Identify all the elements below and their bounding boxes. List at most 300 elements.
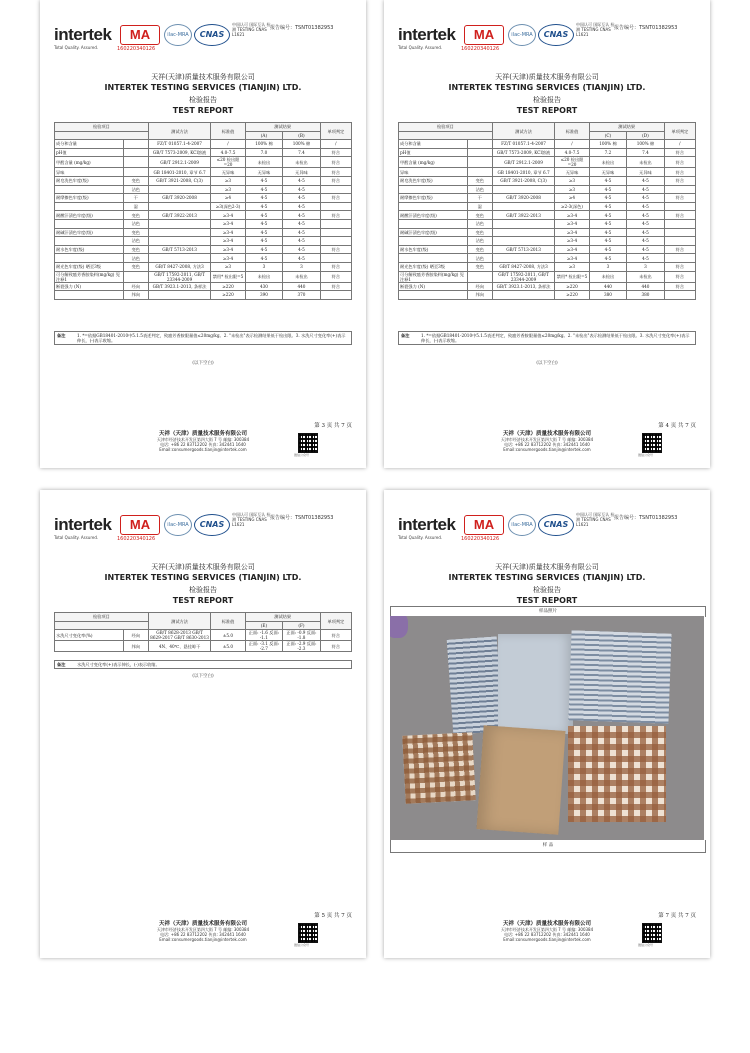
table-row — [399, 148, 696, 157]
table-cell: 沾色 — [467, 237, 492, 246]
table-cell: ≥220 — [555, 291, 589, 300]
table-cell: 4-5 — [283, 194, 321, 203]
company-cn: 天祥(天津)质量技术服务有限公司 — [495, 563, 599, 571]
table-cell — [492, 228, 555, 237]
table-cell: pH值 — [399, 148, 468, 157]
table-cell: 符合 — [664, 211, 695, 220]
table-cell: 符合 — [320, 641, 351, 652]
table-cell: 440 — [627, 282, 665, 291]
table-row — [55, 641, 352, 652]
table-cell: ≥3-4 — [555, 237, 589, 246]
table-cell: 4-5 — [589, 185, 627, 194]
table-row — [399, 291, 696, 300]
table-cell — [320, 202, 351, 211]
report-number: 报告编号：TSNT01382953 — [270, 25, 334, 31]
ma-number: 160220340126 — [117, 46, 156, 52]
table-cell: 经向 — [123, 282, 148, 291]
footer-phone: 电话: +86 22 83712202 传真: 342441 1640 — [504, 442, 590, 447]
table-cell: 4-5 — [245, 254, 283, 263]
ma-mark: MA — [120, 515, 160, 535]
table-cell: 符合 — [664, 148, 695, 157]
qr-caption: 微信公众号 — [638, 943, 654, 947]
cnas-logo: CNAS — [194, 514, 230, 536]
table-cell — [55, 254, 124, 263]
table-cell: 4-5 — [283, 228, 321, 237]
table-cell — [492, 291, 555, 300]
table-cell: ≥3 — [211, 185, 245, 194]
report-page-4 — [384, 0, 710, 468]
table-cell: 未检出 — [589, 157, 627, 168]
table-cell: 4-5 — [589, 228, 627, 237]
table-cell: 4-5 — [589, 194, 627, 203]
cnas-logo: CNAS — [194, 24, 230, 46]
company-en: INTERTEK TESTING SERVICES (TIANJIN) LTD. — [448, 573, 646, 582]
table-cell: 甲醛含量 (mg/kg) — [55, 157, 124, 168]
notes-box — [398, 331, 696, 345]
table-cell: 4-5 — [283, 211, 321, 220]
table-row — [55, 211, 352, 220]
table-cell: 4.0-7.5 — [555, 148, 589, 157]
table-cell: 380 — [627, 291, 665, 300]
table-cell — [664, 202, 695, 211]
ma-mark: MA — [464, 25, 504, 45]
table-cell — [123, 271, 148, 282]
table-cell: 耐碱汗渍色牢度(级) — [399, 228, 468, 237]
table-cell: 沾色 — [123, 219, 148, 228]
results-table — [54, 122, 352, 300]
report-number: 报告编号：TSNT01382953 — [614, 515, 678, 521]
plain-blue-fabric — [498, 634, 573, 734]
table-cell: 正面: -2.9 反面: -2.3 — [283, 641, 321, 652]
results-table — [54, 612, 352, 652]
table-cell: ≥3 — [555, 176, 589, 185]
table-cell: GB/T 17592-2011, GB/T 23344-2009 — [492, 271, 555, 282]
table-cell: 断裂强力 (N) — [399, 282, 468, 291]
table-cell — [148, 219, 211, 228]
table-cell: 4-5 — [283, 176, 321, 185]
page-number: 第 3 页 共 7 页 — [314, 423, 352, 429]
table-cell: 耐碱汗渍色牢度(级) — [55, 228, 124, 237]
table-cell: ≥3 — [211, 176, 245, 185]
table-cell — [664, 291, 695, 300]
col-judge: 单项判定 — [664, 123, 695, 140]
ma-number: 160220340126 — [461, 46, 500, 52]
table-cell: 4-5 — [589, 237, 627, 246]
table-cell: ≥3-4 — [211, 237, 245, 246]
intertek-tagline: Total Quality. Assured. — [398, 535, 443, 540]
table-cell: 正面: -0.9 反面: -1.8 — [283, 630, 321, 641]
table-cell: 符合 — [664, 194, 695, 203]
table-row — [399, 157, 696, 168]
table-cell: 100% 棉 — [589, 140, 627, 149]
table-cell: ≥3 — [555, 185, 589, 194]
end-blank: (以下空白) — [192, 361, 214, 366]
table-cell: ≥4 — [555, 194, 589, 203]
table-cell — [148, 291, 211, 300]
cnas-logo: CNAS — [538, 24, 574, 46]
table-row — [55, 282, 352, 291]
ma-number: 160220340126 — [117, 536, 156, 542]
report-title-cn: 检验报告 — [189, 586, 217, 594]
table-row — [399, 211, 696, 220]
table-cell: ≤20 检出限=20 — [555, 157, 589, 168]
table-cell: 纬向 — [123, 291, 148, 300]
table-cell — [664, 185, 695, 194]
table-cell — [148, 254, 211, 263]
table-cell — [399, 254, 468, 263]
table-cell: GB/T 5713-2013 — [148, 245, 211, 254]
table-cell: 变色 — [467, 228, 492, 237]
qr-code-icon — [642, 433, 662, 453]
table-cell: ≥3-4 — [555, 245, 589, 254]
table-row — [399, 219, 696, 228]
table-cell: 异味 — [399, 168, 468, 177]
table-cell: ≥3-4 — [555, 254, 589, 263]
table-cell: 纬向 — [123, 641, 148, 652]
report-title-en: TEST REPORT — [516, 106, 578, 115]
table-cell: 异味 — [55, 168, 124, 177]
page-number: 第 4 页 共 7 页 — [658, 423, 696, 429]
notes-text: 1. *=依据GB18401-2010中5.1.5表述判定，致癌芳香胺限量值≤20mg/kg。2. "未检出"表示检测结果低于检出限。3. 水洗尺寸变化率(+)表示伸长，(-)表示收缩。 — [421, 333, 690, 344]
qr-caption: 微信公众号 — [294, 943, 310, 947]
table-cell: 未检出 — [283, 271, 321, 282]
table-cell: 成分和含量 — [399, 140, 468, 149]
footer-phone: 电话: +86 22 83712202 传真: 342441 1640 — [504, 932, 590, 937]
table-cell: ±5.0 — [211, 641, 245, 652]
report-page-7 — [384, 490, 710, 958]
table-cell — [55, 641, 124, 652]
table-cell: GB/T 17592-2011, GB/T 23344-2009 — [148, 271, 211, 282]
table-cell — [399, 237, 468, 246]
table-row — [399, 202, 696, 211]
table-cell: 纬向 — [467, 291, 492, 300]
table-cell: 3 — [283, 262, 321, 271]
company-cn: 天祥(天津)质量技术服务有限公司 — [151, 563, 255, 571]
table-cell: GB/T 3923.1-2013, 条样法 — [492, 282, 555, 291]
col-method: 测试方法 — [148, 123, 211, 140]
table-cell: 变色 — [123, 176, 148, 185]
table-cell: ≥220 — [211, 291, 245, 300]
qr-code-icon — [298, 433, 318, 453]
table-cell: 4-5 — [283, 237, 321, 246]
table-cell: GB/T 5713-2013 — [492, 245, 555, 254]
table-cell — [320, 291, 351, 300]
table-cell: 无异味 — [555, 168, 589, 177]
table-cell — [467, 271, 492, 282]
table-cell: 禁用* 检出限=5 — [211, 271, 245, 282]
col-result: 测试结果 — [589, 123, 664, 132]
table-cell: 沾色 — [123, 185, 148, 194]
table-row — [55, 245, 352, 254]
company-cn: 天祥(天津)质量技术服务有限公司 — [151, 73, 255, 81]
table-cell: 符合 — [320, 194, 351, 203]
table-cell: 符合 — [320, 148, 351, 157]
report-title-en: TEST REPORT — [516, 596, 578, 605]
table-cell: 4-5 — [627, 176, 665, 185]
sample-label: (A) — [245, 131, 283, 140]
table-cell — [320, 228, 351, 237]
sample-label: (E) — [245, 621, 283, 630]
table-cell: ≥220 — [211, 282, 245, 291]
table-cell — [148, 237, 211, 246]
table-row — [55, 168, 352, 177]
table-cell: 耐水色牢度(级) — [399, 245, 468, 254]
footer-email: Email:consumergoods.tianjin@intertek.com — [503, 937, 591, 942]
table-cell: ≥2-3(深色) — [555, 202, 589, 211]
end-blank: (以下空白) — [536, 361, 558, 366]
table-cell: 变色 — [123, 262, 148, 271]
table-cell: 耐摩擦色牢度(级) — [55, 194, 124, 203]
photo-caption: 样 品 — [390, 840, 706, 853]
table-cell: ≥3-4 — [555, 219, 589, 228]
report-title-cn: 检验报告 — [533, 96, 561, 104]
striped-fabric-right — [568, 630, 671, 723]
table-cell: 380 — [589, 291, 627, 300]
table-cell: GB/T 8427-2008, 方法3 — [148, 262, 211, 271]
table-cell — [399, 202, 468, 211]
table-cell: / — [555, 140, 589, 149]
sample-label: (B) — [283, 131, 321, 140]
table-cell — [492, 185, 555, 194]
notes-box — [54, 660, 352, 669]
sample-label: (C) — [589, 131, 627, 140]
table-cell: 100% 棉 — [283, 140, 321, 149]
table-cell: 耐摩擦色牢度(级) — [399, 194, 468, 203]
table-cell: ≥220 — [555, 282, 589, 291]
table-cell: 耐皂洗色牢度(级) — [55, 176, 124, 185]
table-cell: 3 — [245, 262, 283, 271]
table-row — [399, 140, 696, 149]
sample-label: (F) — [283, 621, 321, 630]
table-cell: 干 — [123, 194, 148, 203]
table-cell: 无异味 — [211, 168, 245, 177]
col-std: 标准值 — [555, 123, 589, 140]
table-cell — [664, 219, 695, 228]
table-cell: 水洗尺寸变化率(%) — [55, 630, 124, 641]
table-row — [55, 194, 352, 203]
table-cell: ≥3-4 — [211, 228, 245, 237]
cnas-text: 中国认可 国际互认 检测 TESTING CNAS L1621 — [232, 512, 271, 527]
company-en: INTERTEK TESTING SERVICES (TIANJIN) LTD. — [448, 83, 646, 92]
notes-box — [54, 331, 352, 345]
table-cell — [123, 148, 148, 157]
col-result: 测试结果 — [245, 123, 320, 132]
table-cell: 变色 — [467, 176, 492, 185]
table-cell: GB/T 3922-2013 — [492, 211, 555, 220]
footer-phone: 电话: +86 22 83712202 传真: 342441 1640 — [160, 932, 246, 937]
table-cell: 430 — [245, 282, 283, 291]
table-row — [399, 168, 696, 177]
results-table — [398, 122, 696, 300]
table-cell: GB/T 3920-2008 — [148, 194, 211, 203]
table-cell: 4-5 — [627, 185, 665, 194]
table-cell: 4-5 — [283, 254, 321, 263]
table-cell: 符合 — [664, 271, 695, 282]
table-cell — [664, 254, 695, 263]
photo-header: 样品照片 — [390, 606, 706, 617]
table-cell: 未检出 — [283, 157, 321, 168]
cnas-logo: CNAS — [538, 514, 574, 536]
table-cell — [492, 237, 555, 246]
table-cell: 符合 — [664, 282, 695, 291]
table-cell: 符合 — [320, 245, 351, 254]
ilac-mra-logo: ilac-MRA — [508, 514, 536, 536]
table-cell: GB/T 3923.1-2013, 条样法 — [148, 282, 211, 291]
ilac-mra-logo: ilac-MRA — [164, 24, 192, 46]
footer-email: Email:consumergoods.tianjin@intertek.com — [503, 447, 591, 452]
table-cell: 4-5 — [245, 219, 283, 228]
table-cell: 符合 — [664, 262, 695, 271]
table-cell: 7.4 — [283, 148, 321, 157]
table-cell: 4-5 — [589, 219, 627, 228]
table-cell: 未检出 — [589, 271, 627, 282]
table-cell: ±5.0 — [211, 630, 245, 641]
table-cell — [467, 168, 492, 177]
table-row — [399, 237, 696, 246]
table-cell: GB/T 3922-2013 — [148, 211, 211, 220]
footer-company: 天祥（天津）质量技术服务有限公司 — [502, 431, 591, 437]
table-cell: 耐光色牢度(级) 晒至3级 — [55, 262, 124, 271]
table-cell: FZ/T 01057.1-4-2007 — [148, 140, 211, 149]
table-cell: 沾色 — [467, 219, 492, 228]
qr-caption: 微信公众号 — [294, 453, 310, 457]
table-row — [55, 237, 352, 246]
table-cell: 湿 — [467, 202, 492, 211]
table-row — [55, 228, 352, 237]
table-cell: 4-5 — [245, 237, 283, 246]
table-row — [55, 202, 352, 211]
gingham-fabric-right — [568, 726, 666, 822]
table-cell: 甲醛含量 (mg/kg) — [399, 157, 468, 168]
table-cell: ≥3-4 — [555, 211, 589, 220]
table-cell: 符合 — [320, 168, 351, 177]
table-cell: 符合 — [664, 157, 695, 168]
table-cell: 4-5 — [627, 202, 665, 211]
end-blank: (以下空白) — [192, 674, 214, 679]
table-row — [399, 185, 696, 194]
table-cell: 无异味 — [589, 168, 627, 177]
gingham-fabric-left — [402, 732, 475, 804]
table-row — [55, 254, 352, 263]
table-cell: pH值 — [55, 148, 124, 157]
table-cell: 干 — [467, 194, 492, 203]
table-cell: 禁用* 检出限=5 — [555, 271, 589, 282]
sample-photo — [390, 616, 704, 840]
table-cell: 100% 棉 — [627, 140, 665, 149]
table-cell: 符合 — [664, 176, 695, 185]
table-cell: 4N、40℃、悬挂晾干 — [148, 641, 211, 652]
table-cell: 经向 — [123, 630, 148, 641]
table-cell: 变色 — [123, 228, 148, 237]
table-cell — [123, 157, 148, 168]
col-std: 标准值 — [211, 123, 245, 140]
table-cell — [492, 254, 555, 263]
table-cell: 7.0 — [245, 148, 283, 157]
table-row — [55, 271, 352, 282]
table-cell: 变色 — [123, 211, 148, 220]
table-cell: 沾色 — [123, 237, 148, 246]
table-cell: / — [664, 140, 695, 149]
col-blank — [399, 131, 493, 140]
table-cell: 4-5 — [589, 202, 627, 211]
col-item: 检验项目 — [55, 123, 149, 132]
table-cell — [320, 237, 351, 246]
table-cell: 4-5 — [589, 245, 627, 254]
intertek-logo: intertek — [398, 25, 456, 44]
col-blank — [55, 131, 149, 140]
table-row — [399, 282, 696, 291]
col-std: 标准值 — [211, 613, 245, 630]
striped-fabric-left — [447, 636, 504, 734]
table-row — [55, 262, 352, 271]
report-page-3 — [40, 0, 366, 468]
table-cell — [399, 219, 468, 228]
table-cell: GB 18401-2010, 章节 6.7 — [492, 168, 555, 177]
table-cell: GB/T 3920-2008 — [492, 194, 555, 203]
table-cell: 未检出 — [245, 271, 283, 282]
qr-code-icon — [298, 923, 318, 943]
col-item: 检验项目 — [55, 613, 149, 622]
report-title-cn: 检验报告 — [533, 586, 561, 594]
table-cell — [148, 228, 211, 237]
report-title-en: TEST REPORT — [172, 596, 234, 605]
table-cell: 符合 — [320, 271, 351, 282]
table-cell: 4-5 — [283, 185, 321, 194]
table-cell: 440 — [589, 282, 627, 291]
footer-address: 天津市经济技术开发区第四大街 7 号 邮编: 300384 — [156, 927, 250, 932]
page-number: 第 7 页 共 7 页 — [658, 913, 696, 919]
page-number: 第 5 页 共 7 页 — [314, 913, 352, 919]
table-cell: 未检出 — [245, 157, 283, 168]
table-cell — [492, 219, 555, 228]
table-cell: 变色 — [123, 245, 148, 254]
notes-text: 1. *=依据GB18401-2010中5.1.5表述判定，致癌芳香胺限量值≤20mg/kg。2. "未检出"表示检测结果低于检出限。3. 水洗尺寸变化率(+)表示伸长，(-)表示收缩。 — [77, 333, 346, 344]
table-cell: ≥3-4 — [211, 254, 245, 263]
table-cell: ≥3 — [555, 262, 589, 271]
table-cell: ≥3(深色2-3) — [211, 202, 245, 211]
sample-label: (D) — [627, 131, 665, 140]
table-cell: ≥3-4 — [211, 211, 245, 220]
table-row — [55, 291, 352, 300]
table-cell: 440 — [283, 282, 321, 291]
khaki-fabric — [476, 725, 565, 834]
table-row — [399, 245, 696, 254]
table-cell: GB/T 8628-2013 GB/T 8629-2017 GB/T 8630-2013 — [150, 630, 209, 641]
col-blank — [55, 621, 149, 630]
table-cell: ≤20 检出限=20 — [211, 157, 245, 168]
table-row — [55, 176, 352, 185]
qr-caption: 微信公众号 — [638, 453, 654, 457]
notes-label: 备注 — [57, 333, 66, 338]
table-cell: 未检出 — [627, 271, 665, 282]
footer-address: 天津市经济技术开发区第四大街 7 号 邮编: 300384 — [156, 437, 250, 442]
table-cell — [399, 185, 468, 194]
cnas-text: 中国认可 国际互认 检测 TESTING CNAS L1621 — [576, 22, 615, 37]
table-cell — [123, 168, 148, 177]
table-row — [399, 254, 696, 263]
cnas-text: 中国认可 国际互认 检测 TESTING CNAS L1621 — [232, 22, 271, 37]
ilac-mra-logo: ilac-MRA — [508, 24, 536, 46]
footer-phone: 电话: +86 22 83712202 传真: 342441 1640 — [160, 442, 246, 447]
table-row — [55, 219, 352, 228]
notes-text: 水洗尺寸变化率(+)表示伸长，(-)表示收缩。 — [77, 662, 160, 667]
table-cell: 正面: -3.1 反面: -2.7 — [245, 641, 283, 652]
table-cell — [148, 185, 211, 194]
table-cell: GB/T 3921-2008, C(3) — [148, 176, 211, 185]
purple-bag — [390, 616, 408, 638]
table-cell: GB/T 3921-2008, C(3) — [492, 176, 555, 185]
table-cell: 耐水色牢度(级) — [55, 245, 124, 254]
